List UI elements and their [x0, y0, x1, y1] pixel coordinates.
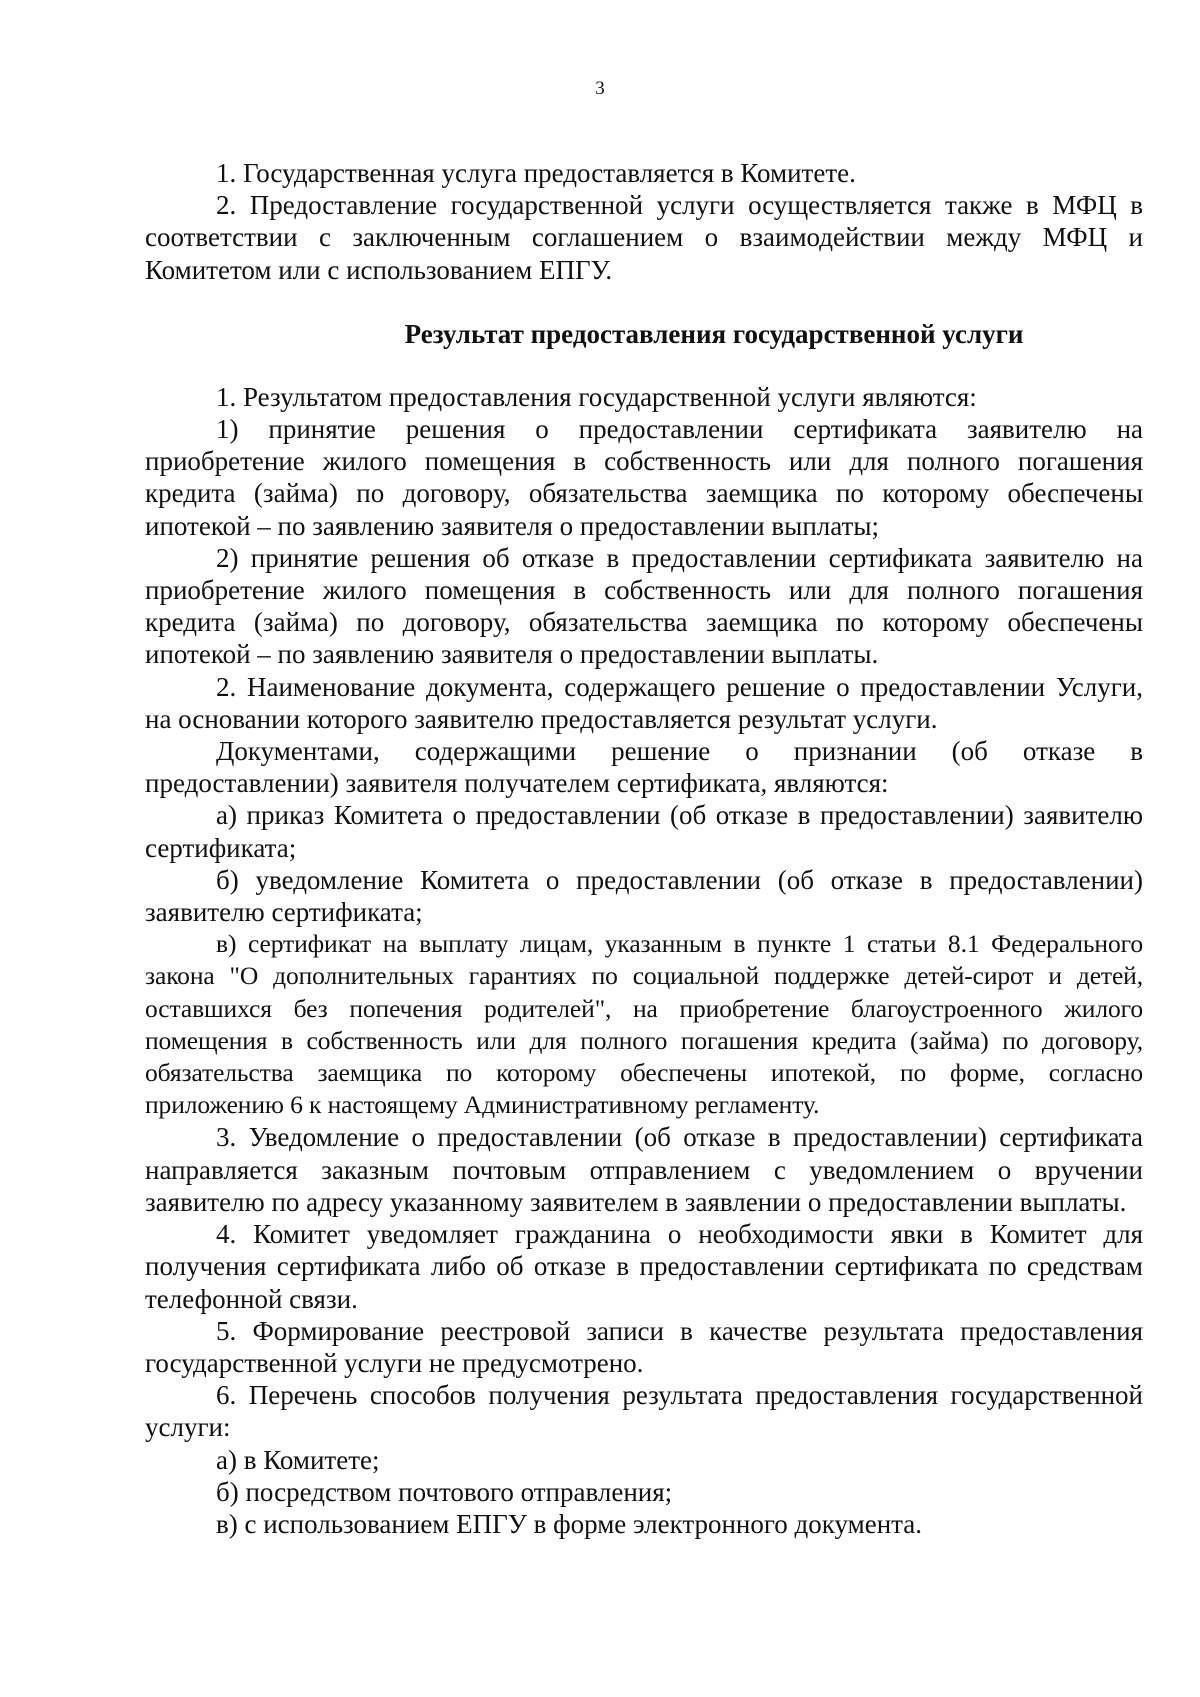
- page-number: 3: [595, 78, 605, 99]
- paragraph: 1. Результатом предоставления государственной услуги являются:: [216, 381, 977, 412]
- list-item: а) приказ Комитета о предоставлении (об отказе в предоставлении) заявителю сертификата;: [145, 800, 1143, 863]
- paragraph: 6. Перечень способов получения результата предоставления государственной услуги:: [145, 1380, 1143, 1443]
- list-item: б) посредством почтового отправления;: [216, 1476, 673, 1507]
- paragraph: 2. Предоставление государственной услуги осуществляется также в МФЦ в соответствии с заключенным соглашением о взаимодействии между МФЦ и Комитетом или с использованием ЕПГУ.: [145, 190, 1143, 285]
- paragraph: 4. Комитет уведомляет гражданина о необходимости явки в Комитет для получения сертификата либо об отказе в предоставлении сертификата по средствам телефонной связи.: [145, 1219, 1143, 1314]
- list-item: 1) принятие решения о предоставлении сертификата заявителю на приобретение жилого помещения в собственность или для полного погашения кредита (займа) по договору, обязательства заемщика по которому обеспечены ипотекой – по заявлению заявителя о предоставлении выплаты;: [145, 414, 1143, 541]
- section-heading: Результат предоставления государственной услуги: [404, 318, 1024, 349]
- document-body: [145, 157, 1143, 1540]
- list-item: в) сертификат на выплату лицам, указанным в пункте 1 статьи 8.1 Федерального закона "О дополнительных гарантиях по социальной поддержке детей-сирот и детей, оставшихся без попечения родителей", на приобретение благоустроенного жилого помещения в собственность или для полного погашения кредита (займа) по договору, обязательства заемщика по которому обеспечены ипотекой, по форме, согласно приложению 6 к настоящему Административному регламенту.: [145, 929, 1143, 1120]
- list-item: б) уведомление Комитета о предоставлении (об отказе в предоставлении) заявителю сертификата;: [145, 864, 1143, 928]
- list-item: а) в Комитете;: [216, 1444, 380, 1475]
- paragraph: Документами, содержащими решение о признании (об отказе в предоставлении) заявителя получателем сертификата, являются:: [145, 736, 1143, 799]
- list-item: в) с использованием ЕПГУ в форме электронного документа.: [216, 1508, 923, 1539]
- paragraph: 1. Государственная услуга предоставляется в Комитете.: [216, 158, 856, 188]
- paragraph: 5. Формирование реестровой записи в качестве результата предоставления государственной услуги не предусмотрено.: [145, 1315, 1143, 1378]
- paragraph: 2. Наименование документа, содержащего решение о предоставлении Услуги, на основании которого заявителю предоставляется результат услуги.: [145, 671, 1143, 734]
- paragraph: 3. Уведомление о предоставлении (об отказе в предоставлении) сертификата направляется заказным почтовым отправлением с уведомлением о вручении заявителю по адресу указанному заявителем в заявлении о предоставлении выплаты.: [145, 1122, 1143, 1217]
- list-item: 2) принятие решения об отказе в предоставлении сертификата заявителю на приобретение жилого помещения в собственность или для полного погашения кредита (займа) по договору, обязательства заемщика по которому обеспечены ипотекой – по заявлению заявителя о предоставлении выплаты.: [145, 542, 1143, 670]
